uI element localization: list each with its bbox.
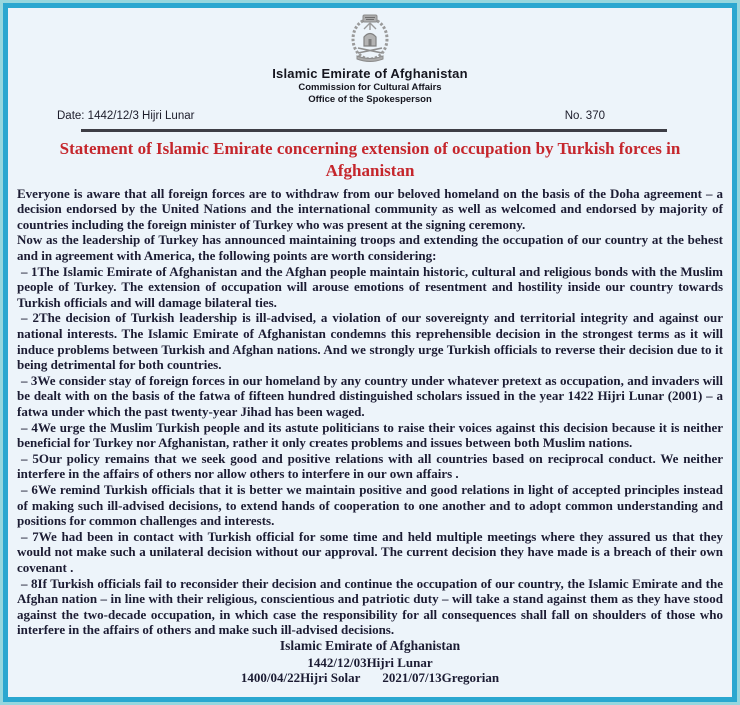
date-label: Date: 1442/12/3 Hijri Lunar <box>57 110 195 122</box>
body-paragraph: – 3We consider stay of foreign forces in our homeland by any country under whatever pretext as occupation, and invaders will be dealt with on the basis of the fatwa of fifteen hundred distinguished scholars issued in the year 1422 Hijri Lunar (2001) – a fatwa under which the past twenty-year Jihad has been waged. <box>17 372 723 419</box>
emblem-container <box>17 13 723 63</box>
dept-line-1: Commission for Cultural Affairs <box>298 82 442 93</box>
org-name: Islamic Emirate of Afghanistan <box>272 66 468 81</box>
body-paragraph: – 5Our policy remains that we seek good and positive relations with all countries based on reciprocal conduct. We neither interfere in the affairs of others nor allow others to interfere in our own affairs . <box>17 450 723 482</box>
body-paragraph: Now as the leadership of Turkey has announced maintaining troops and extending the occupation of our country at the behest and in agreement with America, the following points are worth considering: <box>17 232 723 264</box>
body-paragraph: – 4We urge the Muslim Turkish people and its astute politicians to raise their voices against this decision because it is neither beneficial for Turkey nor Afghanistan, rather it only creates problems and issues between both Muslim nations. <box>17 419 723 451</box>
body-paragraph: – 8If Turkish officials fail to reconsider their decision and continue the occupation of our country, the Islamic Emirate and the Afghan nation – in line with their religious, conscientious and patriotic duty – will take a stand against them as they have stood against the two-decade occupation, in which case the responsibility for all consequences shall fall on shoulders of those who interfere in the affairs of others and make such ill-advised decisions. <box>17 575 723 638</box>
document-inner <box>3 3 737 702</box>
statement-footer <box>17 638 723 687</box>
dept-line-2: Office of the Spokesperson <box>308 94 432 105</box>
signature-line: Islamic Emirate of Afghanistan <box>279 637 461 653</box>
body-paragraph: – 2The decision of Turkish leadership is ill-advised, a violation of our sovereignty and territorial integrity and against our national interests. The Islamic Emirate of Afghanistan condemns this reprehensible decision in the strongest terms as it will induce problems between Turkish and Afghan nations. And we strongly urge Turkish officials to reverse their decision due to it being detrimental for both countries. <box>17 310 723 373</box>
numbered-points <box>17 264 723 638</box>
body-paragraph: – 6We remind Turkish officials that it is better we maintain positive and good relations in light of accepted principles instead of making such ill-advised decisions, to extend hands of cooperation to one another and to adopt common understanding and positions for common challenges and interests. <box>17 481 723 529</box>
statement-number: No. 370 <box>564 110 605 122</box>
emirate-emblem-icon <box>344 13 396 63</box>
statement-body <box>17 186 723 638</box>
footer-date-solar: 1400/04/22Hijri Solar <box>240 670 361 686</box>
body-paragraph: Everyone is aware that all foreign forces are to withdraw from our beloved homeland on the basis of the Doha agreement – a decision endorsed by the United Nations and the international community as well as welcomed and endorsed by majority of countries including the foreign minister of Turkey who was present at the signing ceremony. <box>17 185 723 232</box>
body-paragraph: – 1The Islamic Emirate of Afghanistan and the Afghan people maintain historic, cultural and religious bonds with the Muslim people of Turkey. The extension of occupation will arouse emotions of resentment and hostility inside our country towards Turkish officials and will damage bilateral ties. <box>17 263 723 310</box>
footer-date-gregorian: 2021/07/13Gregorian <box>382 670 500 686</box>
footer-date-lunar: 1442/12/03Hijri Lunar <box>307 654 433 670</box>
statement-title: Statement of Islamic Emirate concerning extension of occupation by Turkish forces in Afghanistan <box>59 138 681 180</box>
intro-paragraphs <box>17 186 723 264</box>
footer-date-row <box>17 670 723 686</box>
body-paragraph: – 7We had been in contact with Turkish official for some time and held multiple meetings where they assured us that they would not make such a unilateral decision without our approval. The current decision they have made is a breach of their own covenant . <box>17 528 723 575</box>
meta-row <box>17 105 723 122</box>
header-divider <box>81 129 667 132</box>
